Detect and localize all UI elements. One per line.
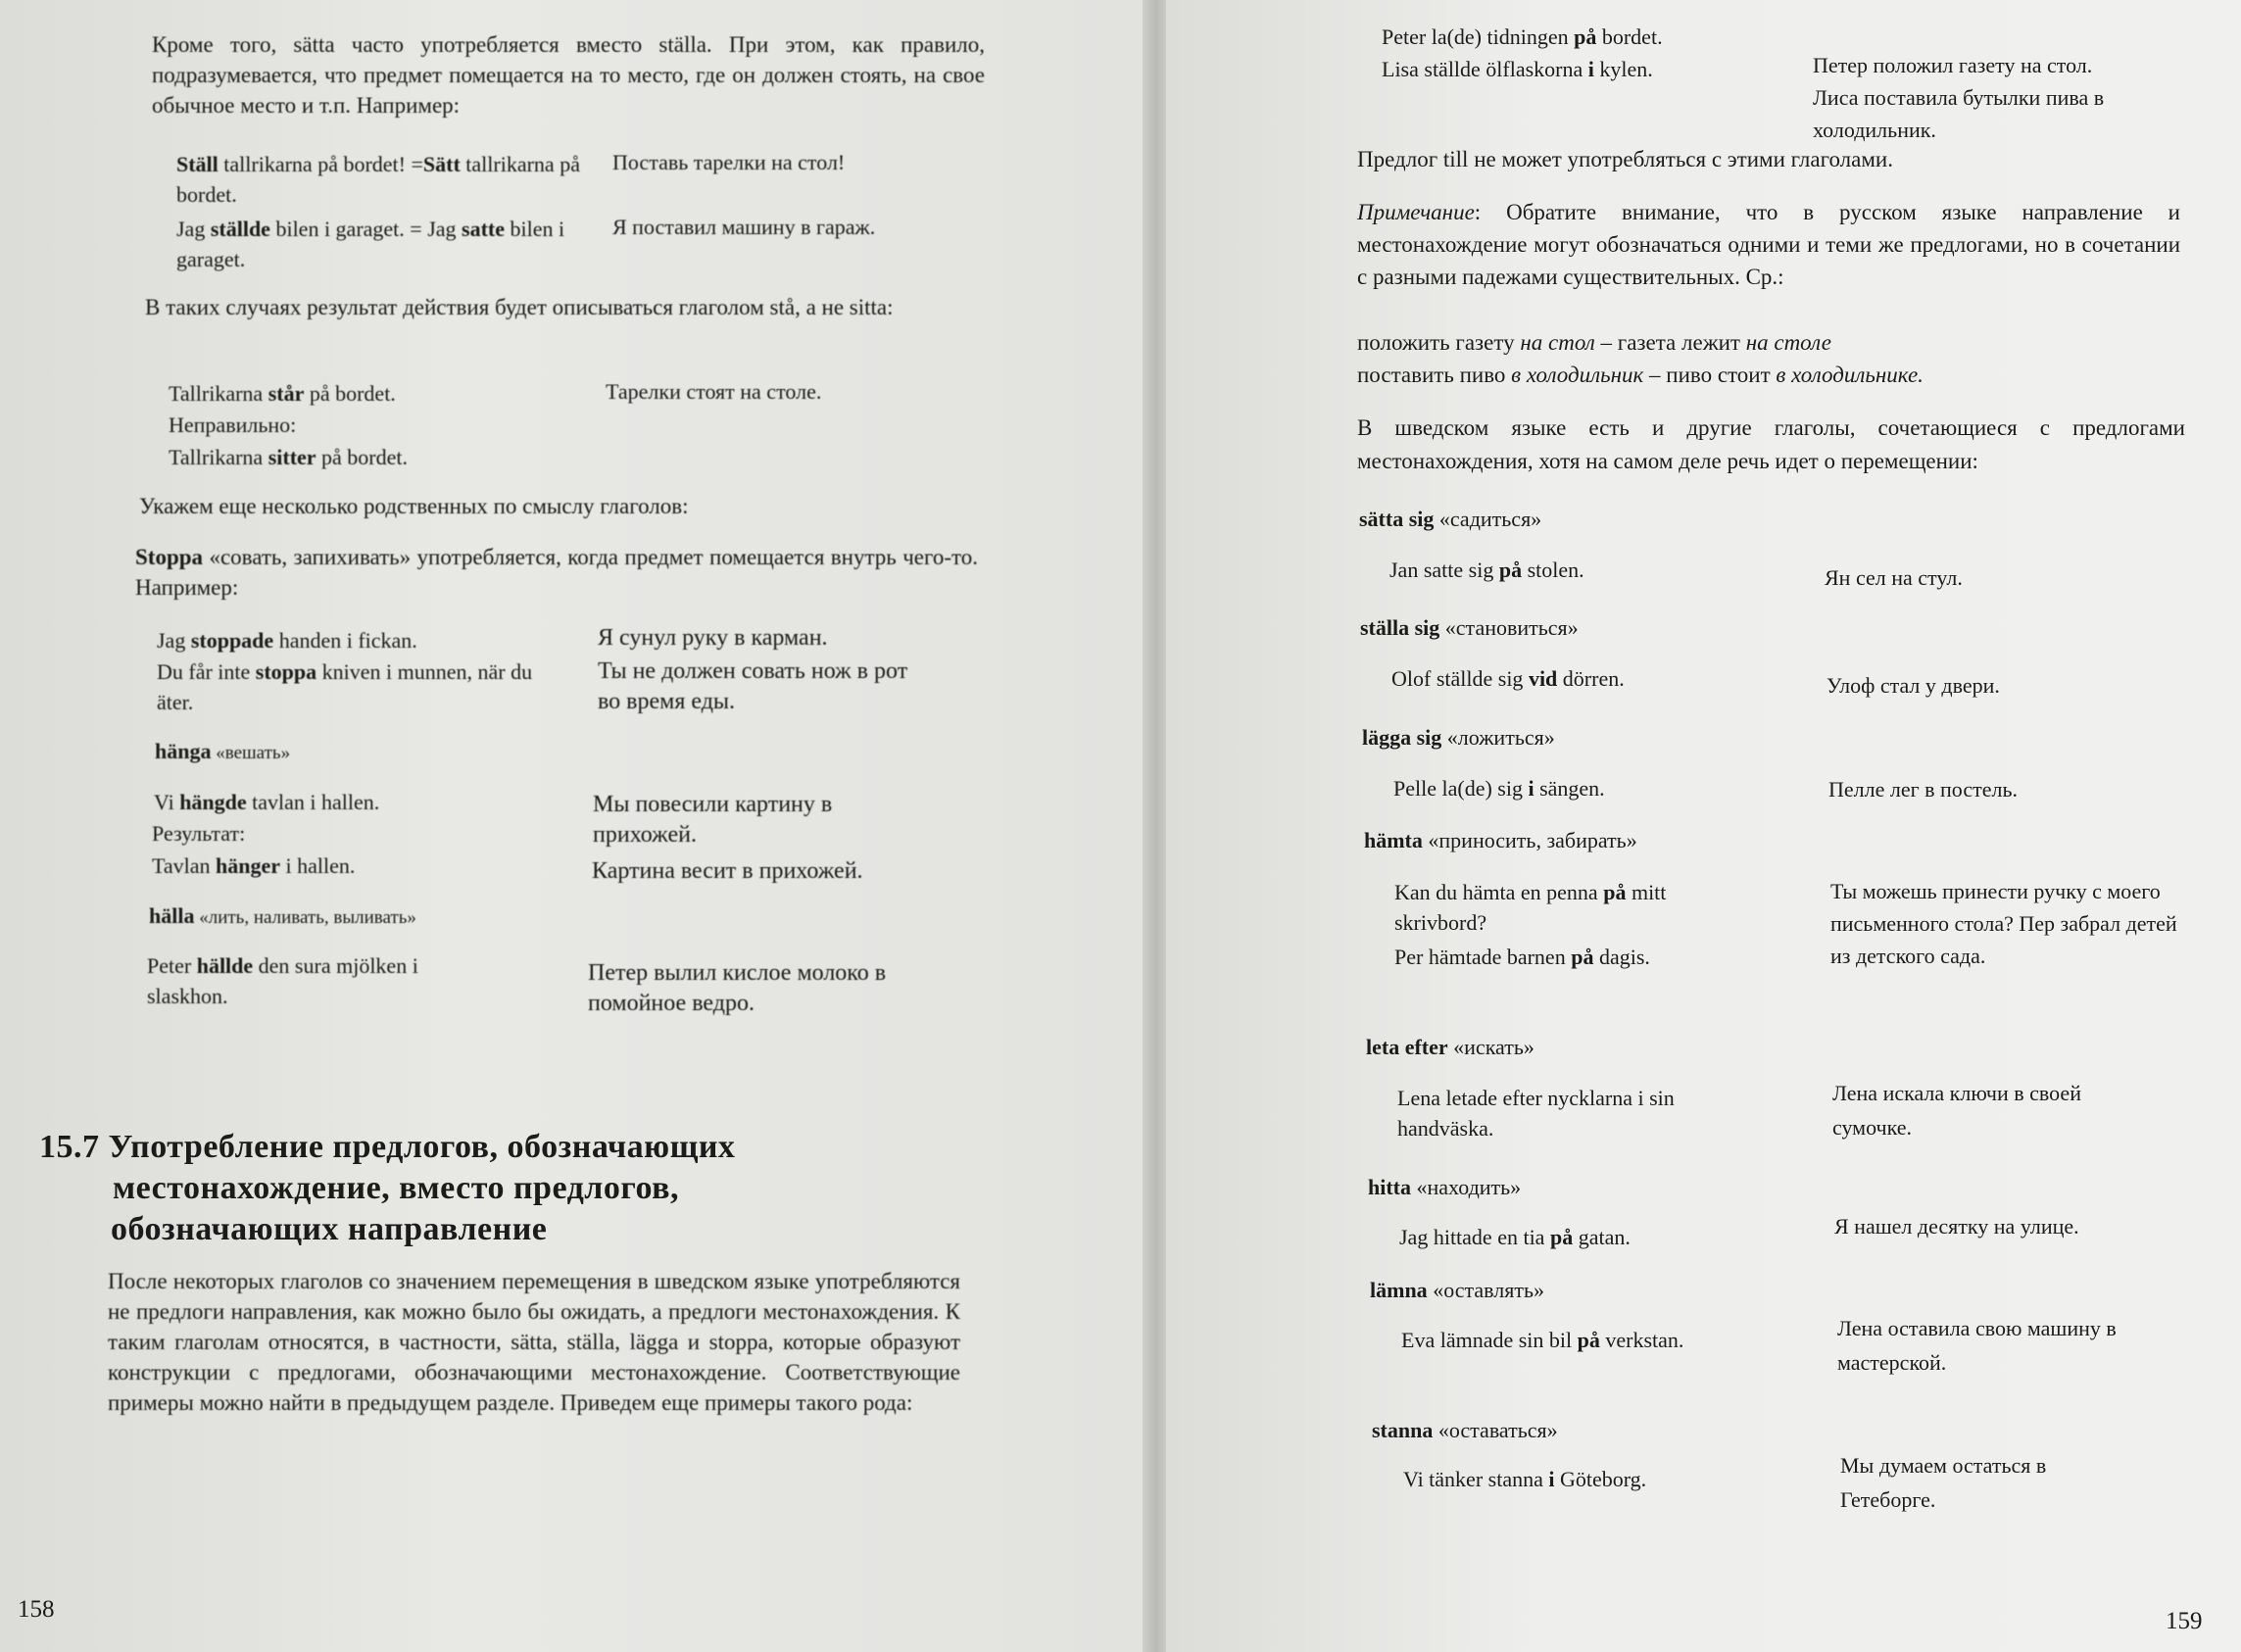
example-ex8: Tavlan hänger i hallen. [152,853,356,878]
verb-leta-efter: leta efter «искать» [1366,1035,1535,1059]
example-stalla-sig: Olof ställde sig vid dörren. [1391,666,1625,691]
translation-ex6: Ты не должен совать нож в рот во время еды. [598,658,908,714]
bold-word: på [1574,24,1597,49]
bold-word: Ställ [176,152,219,176]
verb-hamta: hämta «приносить, забирать» [1364,828,1637,852]
result-label: Результат: [152,821,246,846]
translation-ex9: Петер вылил кислое молоко в помойное ведро. [588,960,887,1016]
verb-lagga-sig: lägga sig «ложиться» [1362,725,1555,750]
example-hamta-1: Kan du hämta en penna på mitt skrivbord? [1394,880,1667,935]
translation-r-ex1: Петер положил газету на стол. [1813,53,2093,77]
example-leta-efter: Lena letade efter nycklarna i sin handväska. [1397,1086,1675,1141]
page-number-right: 159 [2166,1608,2203,1634]
example-ex7: Vi hängde tavlan i hallen. [154,790,380,814]
bold-word: ställde [210,217,270,241]
example-ex9: Peter hällde den sura mjölken i slaskhon. [147,953,418,1008]
translation-hamta: Ты можешь принести ручку с моего письменного стола? Пер забрал детей из детского сада. [1830,879,2177,968]
translation-leta-efter: Лена искала ключи в своей сумочке. [1832,1081,2081,1140]
section-heading: 15.7 Употребление предлогов, обозначающих местонахождение, вместо предлогов, обозначающих направление [39,1129,736,1247]
translation-ex7: Мы повесили картину в прихожей. [593,792,833,848]
translation-stalla-sig: Улоф стал у двери. [1827,673,2000,698]
right-page [1166,0,2241,1652]
example-satta-sig: Jan satte sig på stolen. [1389,558,1584,582]
intro-paragraph: Кроме того, sätta часто употребляется вместо ställa. При этом, как правило, подразумевается, что предмет помещается на то место, где он должен стоять, на свое обычное место и т.п. Например: [152,32,985,118]
bold-word: hällde [196,953,254,978]
note-paragraph: Примечание: Обратите внимание, что в русском языке направление и местонахождение могут обозначаться одними и теми же предлогами, но в сочетании с разными падежами существительных. Ср.: [1357,200,2180,289]
translation-satta-sig: Ян сел на стул. [1825,565,1963,590]
example-r-ex1: Peter la(de) tidningen på bordet. [1382,24,1663,49]
example-hamta-2: Per hämtade barnen på dagis. [1394,945,1650,969]
bold-word: hänger [216,853,281,878]
example-ex1: Ställ tallrikarna på bordet! =Sätt tallrikarna på bordet. [176,152,580,207]
example-r-ex2: Lisa ställde ölflaskorna i kylen. [1382,57,1653,81]
page-number-left: 158 [18,1596,55,1623]
bold-word: sitter [268,445,317,469]
verb-term: Stoppa [135,545,204,569]
bold-word: satte [462,217,506,241]
verb-stanna: stanna «оставаться» [1372,1418,1558,1442]
note-label: Примечание [1357,200,1475,224]
example-ex3: Tallrikarna står på bordet. [169,381,396,406]
translation-lagga-sig: Пелле лег в постель. [1828,777,2019,802]
verb-halla: hälla «лить, наливать, выливать» [149,903,416,928]
wrong-label: Неправильно: [169,413,297,437]
comparison-1: положить газету на стол – газета лежит на столе [1357,330,1831,355]
example-ex4: Tallrikarna sitter på bordet. [169,445,409,469]
bold-word: stoppa [255,659,317,684]
verb-stalla-sig: ställa sig «становиться» [1360,615,1579,640]
example-ex6: Du får inte stoppa kniven i munnen, när du äter. [157,659,533,714]
till-note: Предлог till не может употребляться с этими глаголами. [1357,147,1893,171]
translation-hitta: Я нашел десятку на улице. [1834,1214,2079,1239]
example-ex2: Jag ställde bilen i garaget. = Jag satte bilen i garaget. [176,217,565,271]
verb-hitta: hitta «находить» [1368,1175,1522,1199]
translation-ex3: Тарелки стоят на столе. [606,379,822,404]
section-number: 15.7 [39,1129,100,1165]
translation-ex2: Я поставил машину в гараж. [612,215,876,239]
verb-satta-sig: sätta sig «садиться» [1359,507,1542,531]
bold-word: stoppade [190,628,274,653]
example-ex5: Jag stoppade handen i fickan. [157,628,417,653]
example-lagga-sig: Pelle la(de) sig i sängen. [1393,776,1605,801]
example-lamna: Eva lämnade sin bil på verkstan. [1401,1328,1684,1352]
translation-ex1: Поставь тарелки на стол! [612,150,846,174]
translation-ex8: Картина весит в прихожей. [592,858,863,884]
comparison-2: поставить пиво в холодильник – пиво стоит в холодильнике. [1357,363,1924,387]
section-paragraph: После некоторых глаголов со значением перемещения в шведском языке употребляются не предлоги направления, как можно было бы ожидать, а предлоги местонахождения. К таким глаголам относятся, в частности, sätta, ställa, lägga и stoppa, которые образуют конструкции с предлогами, обозначающими местонахождение. Соответствующие примеры можно найти в предыдущем разделе. Приведем еще примеры такого рода: [108,1269,960,1415]
bold-word: hängde [179,790,247,814]
translation-ex5: Я сунул руку в карман. [598,625,828,651]
stoppa-definition: Stoppa «совать, запихивать» употребляется, когда предмет помещается внутрь чего-то. Например: [135,545,978,600]
bold-word: i [1587,57,1594,81]
bold-word: står [268,381,305,406]
translation-r-ex2: Лиса поставила бутылки пива в холодильник. [1813,85,2105,142]
translation-stanna: Мы думаем остаться в Гетеборге. [1840,1453,2047,1512]
related-intro: Укажем еще несколько родственных по смыслу глаголов: [139,494,689,518]
example-hitta: Jag hittade en tia på gatan. [1399,1225,1631,1249]
verb-hanga: hänga «вешать» [155,739,291,763]
bold-word: Sätt [422,152,461,176]
translation-lamna: Лена оставила свою машину в мастерской. [1837,1316,2117,1375]
example-stanna: Vi tänker stanna i Göteborg. [1403,1467,1647,1491]
verb-lamna: lämna «оставлять» [1370,1278,1544,1302]
other-verbs-paragraph: В шведском языке есть и другие глаголы, сочетающиеся с предлогами местонахождения, хотя на самом деле речь идет о перемещении: [1357,415,2185,473]
result-paragraph: В таких случаях результат действия будет описываться глаголом stå, а не sitta: [145,295,894,319]
